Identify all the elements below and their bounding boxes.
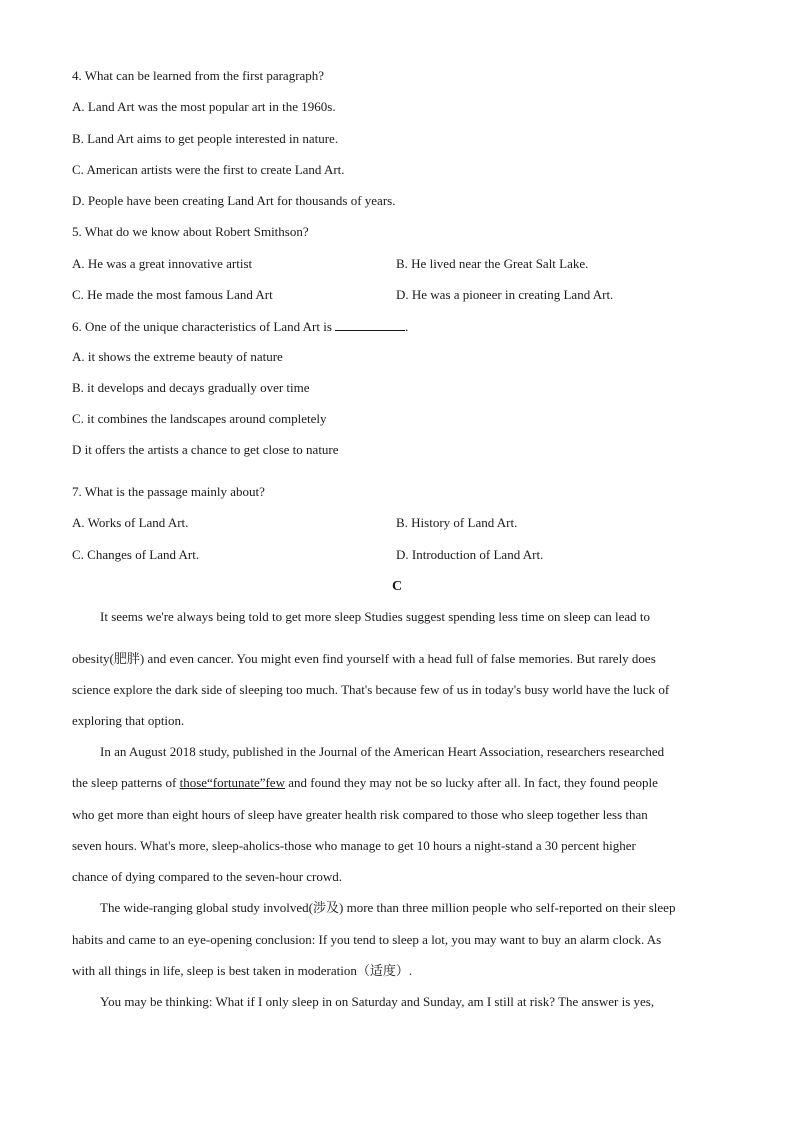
paragraph-1-line-3: science explore the dark side of sleeping too much. That's because few of us in today's busy world have the luck of: [72, 682, 670, 697]
question-4-option-b: B. Land Art aims to get people interested in nature.: [72, 131, 339, 146]
paragraph-1-line-4: exploring that option.: [72, 713, 185, 728]
question-6-option-d: D it offers the artists a chance to get close to nature: [72, 442, 339, 457]
paragraph-3-line-2: habits and came to an eye-opening conclusion: If you tend to sleep a lot, you may want to buy an alarm clock. As: [72, 932, 662, 947]
paragraph-2-line-3: who get more than eight hours of sleep have greater health risk compared to those who sleep together less than: [72, 807, 648, 822]
question-4-option-c: C. American artists were the first to create Land Art.: [72, 162, 345, 177]
section-heading: C: [391, 579, 403, 594]
paragraph-4-line-1: You may be thinking: What if I only sleep in on Saturday and Sunday, am I still at risk? The answer is yes,: [100, 994, 655, 1009]
question-5-option-b: B. He lived near the Great Salt Lake.: [396, 256, 589, 271]
question-5-option-a: A. He was a great innovative artist: [72, 256, 253, 271]
paragraph-2-line-1: In an August 2018 study, published in the Journal of the American Heart Association, researchers researched: [100, 744, 665, 759]
question-4-stem: 4. What can be learned from the first paragraph?: [72, 68, 325, 83]
question-5-stem: 5. What do we know about Robert Smithson?: [72, 224, 309, 239]
question-6-stem-line: [72, 318, 408, 335]
answer-blank: [335, 318, 405, 331]
question-7-stem: 7. What is the passage mainly about?: [72, 484, 265, 499]
question-6-stem: 6. One of the unique characteristics of Land Art is: [72, 319, 332, 334]
question-6-stem-end: .: [405, 319, 409, 334]
paragraph-2-text: the sleep patterns of: [72, 775, 180, 790]
paragraph-1-line-1: It seems we're always being told to get more sleep Studies suggest spending less time on sleep can lead to: [100, 609, 651, 624]
question-6-option-b: B. it develops and decays gradually over time: [72, 380, 310, 395]
paragraph-2-text: and found they may not be so lucky after all. In fact, they found people: [284, 775, 658, 790]
question-4-option-d: D. People have been creating Land Art for thousands of years.: [72, 193, 396, 208]
question-7-option-d: D. Introduction of Land Art.: [396, 547, 544, 562]
paragraph-3-line-1: The wide-ranging global study involved(涉及) more than three million people who self-reported on their sleep: [100, 900, 676, 915]
question-7-option-c: C. Changes of Land Art.: [72, 547, 200, 562]
paragraph-2-line-2: [72, 775, 658, 791]
question-6-option-c: C. it combines the landscapes around completely: [72, 411, 327, 426]
question-4-option-a: A. Land Art was the most popular art in the 1960s.: [72, 99, 336, 114]
paragraph-1-line-2: obesity(肥胖) and even cancer. You might even find yourself with a head full of false memories. But rarely does: [72, 651, 656, 666]
paragraph-3-line-3: with all things in life, sleep is best taken in moderation（适度）.: [72, 963, 413, 978]
underlined-phrase: those“fortunate”few: [179, 775, 285, 790]
question-5-option-c: C. He made the most famous Land Art: [72, 287, 273, 302]
paragraph-2-line-5: chance of dying compared to the seven-hour crowd.: [72, 869, 343, 884]
paragraph-2-line-4: seven hours. What's more, sleep-aholics-those who manage to get 10 hours a night-stand a 30 percent higher: [72, 838, 636, 853]
question-6-option-a: A. it shows the extreme beauty of nature: [72, 349, 283, 364]
question-7-option-a: A. Works of Land Art.: [72, 515, 189, 530]
question-7-option-b: B. History of Land Art.: [396, 515, 518, 530]
question-5-option-d: D. He was a pioneer in creating Land Art.: [396, 287, 614, 302]
